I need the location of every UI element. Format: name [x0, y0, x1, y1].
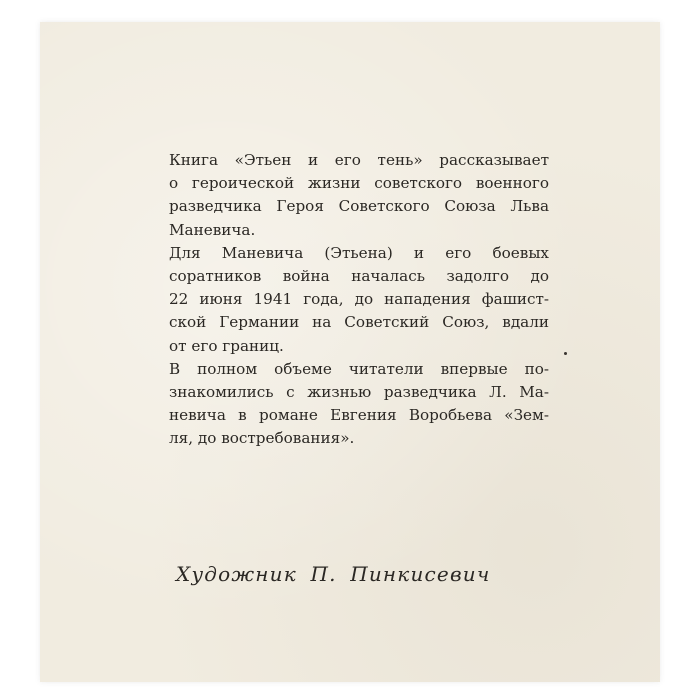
- paper-speck: [564, 352, 567, 355]
- annotation-line: Книга «Этьен и его тень» рассказывает: [169, 151, 549, 169]
- annotation-line: разведчика Героя Советского Союза Льва: [169, 197, 549, 216]
- annotation-paragraph-2: [143, 242, 549, 358]
- annotation-line: Для Маневича (Этьена) и его боевых: [169, 243, 549, 262]
- annotation-line: Маневича.: [169, 220, 256, 239]
- book-page: [40, 22, 660, 682]
- annotation-paragraph-1: [143, 149, 549, 242]
- annotation-line: 22 июня 1941 года, до нападения фашист-: [169, 290, 549, 309]
- illustrator-credit: Художник П. Пинкисевич: [176, 562, 491, 586]
- annotation-line: невича в романе Евгения Воробьева «Зем-: [169, 406, 549, 425]
- annotation-line: о героической жизни советского военного: [169, 174, 549, 193]
- annotation-line: ля, до востребования».: [169, 429, 355, 448]
- annotation-paragraph-3: [143, 358, 549, 451]
- annotation-line: от его границ.: [169, 336, 284, 355]
- annotation-line: соратников война началась задолго до: [169, 267, 549, 286]
- book-annotation: [143, 149, 549, 451]
- annotation-line: ской Германии на Советский Союз, вдали: [169, 313, 549, 332]
- annotation-line: знакомились с жизнью разведчика Л. Ма-: [169, 383, 549, 402]
- annotation-line: В полном объеме читатели впервые по-: [169, 359, 549, 378]
